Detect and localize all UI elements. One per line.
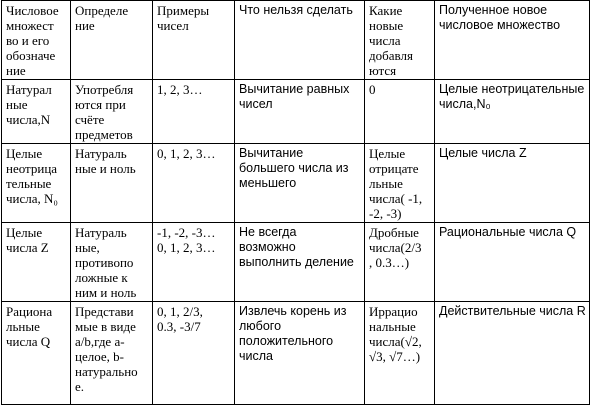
cell-line: ные,: [75, 240, 100, 255]
cell-cannot-do: [235, 223, 365, 302]
cell-line: Употребля: [75, 82, 134, 97]
cell-line: -2, -3): [369, 206, 402, 221]
cell-line: любого: [239, 319, 282, 333]
cell-text: [75, 225, 149, 300]
cell-definition: [71, 144, 153, 223]
cell-line: противопо: [75, 255, 134, 270]
cell-line: числа,N₀: [439, 97, 491, 111]
cell-new-numbers-added: [365, 144, 435, 223]
cell-line: Целые: [6, 225, 43, 240]
cell-line: Натураль: [75, 225, 127, 240]
cell-line: 0, 1, 2, 3…: [157, 240, 216, 255]
cell-line: ние: [75, 18, 95, 33]
cell-new-numbers-added: [365, 80, 435, 144]
cell-text: [6, 82, 67, 127]
cell-new-numbers-added: [365, 223, 435, 302]
cell-line: 0.3, -3/7: [157, 319, 201, 334]
cell-text: [157, 304, 231, 334]
header-cell-new-numbers-added: [365, 1, 435, 80]
table-row: [2, 80, 590, 144]
cell-text: [157, 3, 231, 33]
cell-line: е.: [75, 379, 85, 394]
cell-line: положительного: [239, 334, 334, 348]
table-row: [2, 144, 590, 223]
cell-line: 0: [369, 82, 376, 97]
cell-text: [369, 146, 431, 221]
cell-line: льные: [6, 319, 40, 334]
cell-text: [439, 82, 586, 112]
cell-cannot-do: [235, 144, 365, 223]
cell-line: числа(√2,: [369, 334, 422, 349]
cell-text: [157, 225, 231, 255]
cell-line: возможно: [239, 240, 296, 254]
cell-line: во и его: [6, 33, 50, 48]
cell-line: счёте: [75, 112, 105, 127]
cell-number-examples: [153, 302, 235, 405]
cell-definition: [71, 80, 153, 144]
cell-line: ним и ноль: [75, 285, 137, 300]
header-cell-definition: [71, 1, 153, 80]
cell-number-set: [2, 80, 71, 144]
cell-line: тельные: [6, 176, 52, 191]
cell-cannot-do: [235, 302, 365, 405]
cell-line: чисел: [157, 18, 189, 33]
cell-line: Целые: [369, 146, 406, 161]
cell-line: Какие: [369, 3, 403, 18]
cell-line: Иррацио: [369, 304, 418, 319]
cell-line: Извлечь корень из: [239, 304, 347, 318]
cell-line: a/b,где a-: [75, 334, 125, 349]
cell-line: натурально: [75, 364, 138, 379]
cell-line: добавля: [369, 48, 413, 63]
cell-text: [369, 82, 431, 97]
cell-line: ные: [6, 97, 28, 112]
cell-number-set: [2, 223, 71, 302]
cell-line: числа: [369, 33, 401, 48]
cell-line: ложные к: [75, 270, 128, 285]
cell-line: Дробные: [369, 225, 419, 240]
cell-line: числа Q: [6, 334, 51, 349]
cell-line: 1, 2, 3…: [157, 82, 203, 97]
cell-text: [75, 304, 149, 394]
cell-line: выполнить деление: [239, 255, 354, 269]
cell-line: Определе: [75, 3, 129, 18]
cell-line: ются при: [75, 97, 126, 112]
cell-text: [369, 304, 431, 364]
cell-text: [157, 82, 231, 97]
cell-line: √3, √7…): [369, 349, 421, 364]
cell-number-examples: [153, 144, 235, 223]
cell-line: большего числа из: [239, 161, 349, 175]
cell-line: Полученное новое: [439, 3, 548, 17]
cell-line: отрицате: [369, 161, 419, 176]
table-row: [2, 223, 590, 302]
cell-text: [75, 82, 149, 142]
cell-line: числа Z: [6, 240, 49, 255]
cell-text: [6, 225, 67, 255]
cell-line: -1, -2, -3…: [157, 225, 216, 240]
cell-line: Что нельзя сделать: [239, 3, 353, 17]
cell-text: [239, 225, 361, 270]
cell-text: [157, 146, 231, 161]
cell-line: предметов: [75, 127, 133, 142]
cell-text: [6, 304, 67, 349]
header-cell-new-number-set: [435, 1, 590, 80]
cell-line: Рациона: [6, 304, 53, 319]
cell-line: ются: [369, 63, 397, 78]
cell-line: Не всегда: [239, 225, 297, 239]
cell-line: множест: [6, 18, 54, 33]
cell-number-set: [2, 302, 71, 405]
cell-text: [75, 3, 149, 33]
cell-number-examples: [153, 80, 235, 144]
header-cell-number-set: [2, 1, 71, 80]
cell-text: [439, 225, 586, 240]
cell-text: [439, 3, 586, 33]
cell-new-number-set: [435, 302, 590, 405]
cell-text: [6, 3, 67, 78]
cell-line: Рациональные числа Q: [439, 225, 577, 239]
cell-line: 0, 1, 2/3,: [157, 304, 203, 319]
cell-text: [239, 3, 361, 18]
cell-line: мые в виде: [75, 319, 136, 334]
cell-line: меньшего: [239, 176, 297, 190]
cell-line: , 0.3…): [369, 255, 410, 270]
cell-line: Целые числа Z: [439, 146, 527, 160]
cell-new-number-set: [435, 223, 590, 302]
cell-line: числа( -1,: [369, 191, 423, 206]
cell-line: Примеры: [157, 3, 210, 18]
header-cell-number-examples: [153, 1, 235, 80]
cell-line: 0, 1, 2, 3…: [157, 146, 216, 161]
cell-line: льные: [369, 176, 403, 191]
cell-line: обозначе: [6, 48, 56, 63]
cell-line: Целые: [6, 146, 43, 161]
cell-text: [239, 304, 361, 364]
cell-text: [439, 146, 586, 161]
cell-line: Натурал: [6, 82, 52, 97]
cell-line: числа,N: [6, 112, 51, 127]
cell-line: числа(2/3: [369, 240, 422, 255]
cell-number-examples: [153, 223, 235, 302]
header-cell-cannot-do: [235, 1, 365, 80]
cell-text: [6, 146, 67, 206]
cell-text: [369, 3, 431, 78]
cell-definition: [71, 302, 153, 405]
cell-definition: [71, 223, 153, 302]
cell-line: числа, N₀: [6, 191, 58, 206]
cell-line: ные и ноль: [75, 161, 136, 176]
cell-line: неотрица: [6, 161, 58, 176]
cell-new-numbers-added: [365, 302, 435, 405]
cell-new-number-set: [435, 80, 590, 144]
cell-line: Представи: [75, 304, 134, 319]
cell-line: ние: [6, 63, 26, 78]
cell-line: новые: [369, 18, 404, 33]
cell-line: чисел: [239, 97, 273, 111]
cell-line: Действительные числа R: [439, 304, 586, 318]
number-sets-table: [1, 0, 590, 405]
cell-line: Натураль: [75, 146, 127, 161]
cell-new-number-set: [435, 144, 590, 223]
cell-line: целое, b-: [75, 349, 124, 364]
cell-text: [239, 82, 361, 112]
cell-line: числа: [239, 349, 273, 363]
cell-line: Целые неотрицательные: [439, 82, 585, 96]
table-header-row: [2, 1, 590, 80]
cell-cannot-do: [235, 80, 365, 144]
cell-text: [239, 146, 361, 191]
cell-line: нальные: [369, 319, 416, 334]
cell-text: [369, 225, 431, 270]
cell-line: числовое множество: [439, 18, 561, 32]
table-row: [2, 302, 590, 405]
cell-line: Вычитание равных: [239, 82, 350, 96]
cell-text: [75, 146, 149, 176]
cell-text: [439, 304, 586, 319]
cell-line: Числовое: [6, 3, 59, 18]
cell-number-set: [2, 144, 71, 223]
cell-line: Вычитание: [239, 146, 304, 160]
